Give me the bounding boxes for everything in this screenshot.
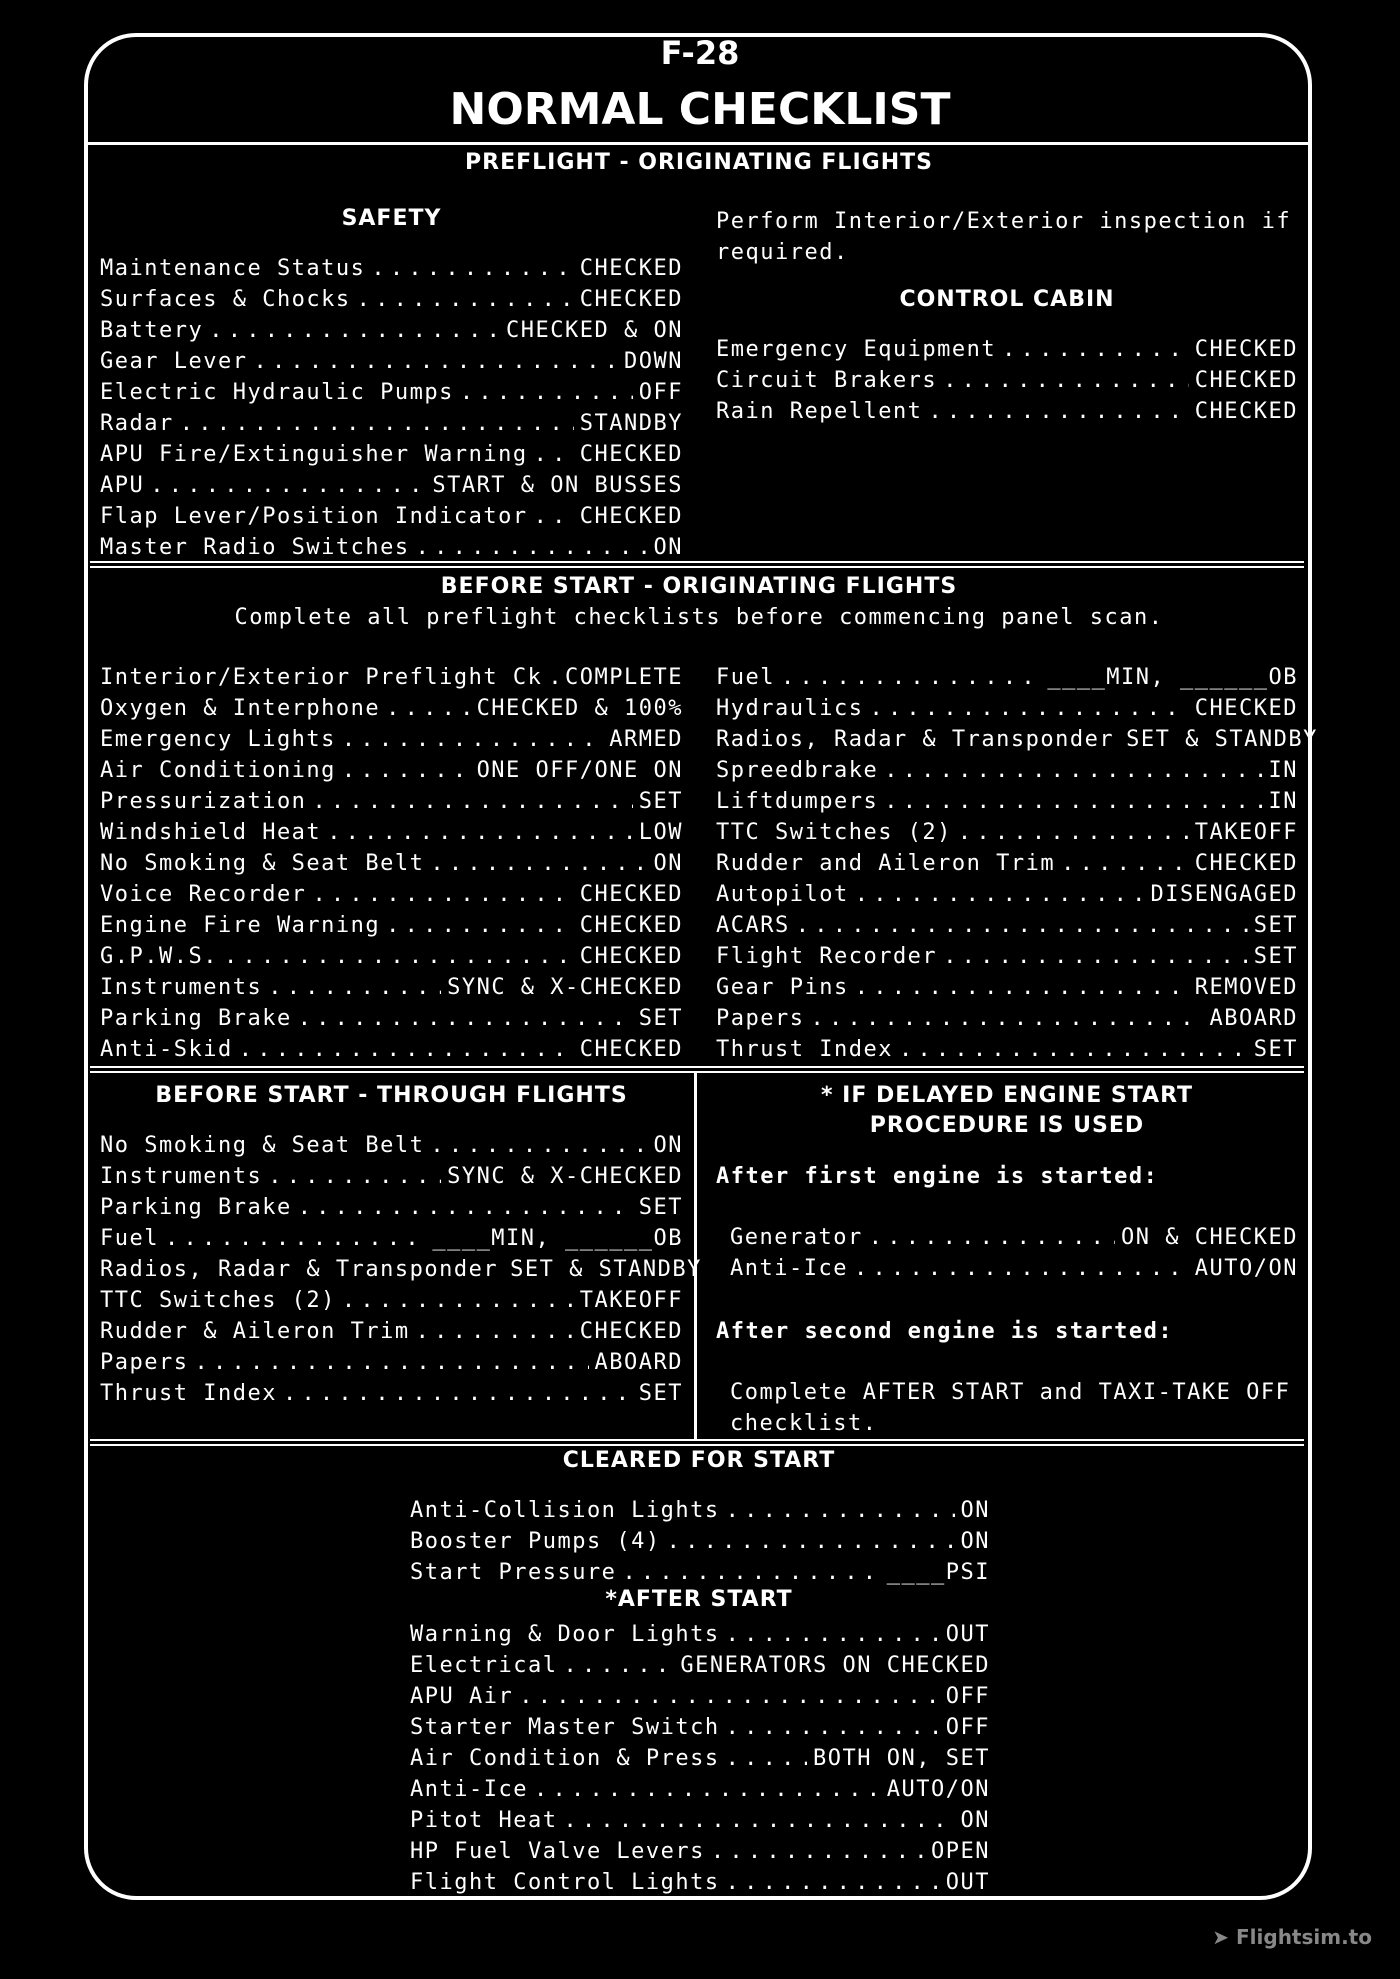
section-divider — [90, 561, 1304, 568]
after-start-list — [410, 1619, 990, 1898]
control-cabin-title: CONTROL CABIN — [899, 287, 1115, 312]
checklist-item-value: TAKEOFF — [579, 1288, 683, 1313]
leader-dots — [854, 1253, 1189, 1284]
checklist-item — [100, 439, 683, 470]
checklist-item-value: OPEN — [931, 1839, 990, 1864]
checklist-item-label: Radar — [100, 411, 174, 436]
leader-dots — [386, 693, 470, 724]
checklist-item-label: Rain Repellent — [716, 399, 923, 424]
checklist-item-value: REMOVED — [1194, 975, 1298, 1000]
checklist-item-label: Papers — [716, 1006, 805, 1031]
checklist-item-value: CHECKED — [1194, 368, 1298, 393]
checklist-item-value: SET — [1253, 944, 1298, 969]
checklist-item — [410, 1836, 990, 1867]
checklist-item-value: ARMED — [609, 727, 683, 752]
checklist-item-value: TAKEOFF — [1194, 820, 1298, 845]
checklist-item-label: Flight Recorder — [716, 944, 938, 969]
checklist-item-label: Thrust Index — [716, 1037, 893, 1062]
checklist-item-label: Fuel — [716, 665, 775, 690]
checklist-item — [730, 1222, 1298, 1253]
before-start-note: Complete all preflight checklists before commencing panel scan. — [234, 605, 1164, 630]
checklist-item — [716, 334, 1298, 365]
watermark: ➤ Flightsim.to — [1212, 1925, 1372, 1949]
page-title: NORMAL CHECKLIST — [449, 84, 951, 135]
checklist-item-value: BOTH ON, SET — [813, 1746, 990, 1771]
checklist-item-value: ____MIN, ______OB — [432, 1226, 683, 1251]
checklist-item-label: No Smoking & Seat Belt — [100, 851, 425, 876]
checklist-item-label: Anti-Skid — [100, 1037, 233, 1062]
checklist-item-value: CHECKED — [1194, 696, 1298, 721]
checklist-item-value: OFF — [945, 1715, 990, 1740]
checklist-item-value: ONE OFF/ONE ON — [476, 758, 683, 783]
checklist-item-value: CHECKED — [579, 913, 683, 938]
checklist-item — [716, 365, 1298, 396]
checklist-item-label: APU Air — [410, 1684, 514, 1709]
checklist-item-label: Gear Pins — [716, 975, 849, 1000]
checklist-item — [100, 315, 683, 346]
checklist-item — [410, 1681, 990, 1712]
checklist-item — [100, 1161, 683, 1192]
checklist-item-label: TTC Switches (2) — [716, 820, 952, 845]
checklist-item — [100, 532, 683, 563]
checklist-item-label: ACARS — [716, 913, 790, 938]
checklist-item-value: COMPLETE — [565, 665, 683, 690]
checklist-item — [716, 879, 1298, 910]
checklist-item-value: CHECKED & 100% — [476, 696, 683, 721]
checklist-item-label: Liftdumpers — [716, 789, 879, 814]
leader-dots — [416, 1316, 574, 1347]
leader-dots — [899, 1034, 1248, 1065]
checklist-item-value: DOWN — [624, 349, 683, 374]
checklist-item-label: Spreedbrake — [716, 758, 879, 783]
leader-dots — [855, 879, 1145, 910]
leader-dots — [943, 365, 1189, 396]
leader-dots — [239, 1034, 574, 1065]
checklist-item — [100, 501, 683, 532]
checklist-item — [100, 253, 683, 284]
leader-dots — [194, 1347, 588, 1378]
checklist-item — [410, 1557, 990, 1588]
checklist-item-value: START & ON BUSSES — [432, 473, 683, 498]
checklist-item-label: Anti-Ice — [410, 1777, 528, 1802]
checklist-item — [410, 1743, 990, 1774]
through-flights-list — [100, 1130, 702, 1409]
checklist-item-label: Battery — [100, 318, 204, 343]
watermark-text: Flightsim.to — [1236, 1925, 1372, 1949]
checklist-item — [100, 1223, 683, 1254]
checklist-item-label: Maintenance Status — [100, 256, 366, 281]
checklist-item — [716, 755, 1298, 786]
checklist-item — [716, 817, 1298, 848]
leader-dots — [534, 501, 574, 532]
checklist-item — [100, 470, 683, 501]
checklist-item-value: CHECKED — [1194, 337, 1298, 362]
checklist-item-value: OUT — [945, 1622, 990, 1647]
checklist-item-label: Surfaces & Chocks — [100, 287, 351, 312]
checklist-item-value: SET — [638, 1195, 683, 1220]
checklist-item-value: STANDBY — [579, 411, 683, 436]
leader-dots — [548, 662, 559, 693]
checklist-item-label: Radios, Radar & Transponder — [100, 1257, 499, 1282]
second-engine-note: Complete AFTER START and TAXI-TAKE OFF checklist. — [730, 1380, 1291, 1436]
leader-dots — [622, 1557, 880, 1588]
checklist-item-label: Electrical — [410, 1653, 558, 1678]
checklist-item — [100, 910, 683, 941]
checklist-item-label: Warning & Door Lights — [410, 1622, 720, 1647]
checklist-item — [100, 1316, 683, 1347]
checklist-item — [100, 817, 683, 848]
checklist-item-label: APU — [100, 473, 145, 498]
checklist-item — [410, 1805, 990, 1836]
checklist-item-label: Autopilot — [716, 882, 849, 907]
leader-dots — [430, 1130, 647, 1161]
leader-dots — [726, 1867, 940, 1898]
checklist-item-label: Anti-Ice — [730, 1256, 848, 1281]
checklist-item — [100, 1003, 683, 1034]
checklist-item — [716, 848, 1298, 879]
checklist-item — [100, 724, 683, 755]
checklist-item — [716, 910, 1298, 941]
checklist-item-label: Pitot Heat — [410, 1808, 558, 1833]
checklist-item-label: Hydraulics — [716, 696, 864, 721]
checklist-item-value: CHECKED — [579, 442, 683, 467]
leader-dots — [726, 1712, 940, 1743]
section-divider — [90, 1439, 1304, 1446]
checklist-item — [716, 693, 1298, 724]
checklist-item — [716, 786, 1298, 817]
checklist-item — [100, 346, 683, 377]
checklist-item — [100, 693, 683, 724]
checklist-item-value: SET — [1253, 1037, 1298, 1062]
before-start-title: BEFORE START - ORIGINATING FLIGHTS — [440, 574, 958, 599]
checklist-item-value: SET — [1253, 913, 1298, 938]
cleared-list — [410, 1495, 990, 1588]
leader-dots — [1061, 848, 1189, 879]
leader-dots — [869, 693, 1188, 724]
checklist-item-value: ON — [653, 851, 683, 876]
checklist-item-label: Radios, Radar & Transponder — [716, 727, 1115, 752]
checklist-item — [100, 408, 683, 439]
checklist-item-value: SYNC & X-CHECKED — [447, 1164, 683, 1189]
delayed-start-title-2: PROCEDURE IS USED — [869, 1113, 1145, 1138]
checklist-item-label: Flap Lever/Position Indicator — [100, 504, 528, 529]
checklist-item-label: Air Condition & Press — [410, 1746, 720, 1771]
checklist-item-label: Starter Master Switch — [410, 1715, 720, 1740]
checklist-item-value: GENERATORS ON CHECKED — [680, 1653, 990, 1678]
checklist-item-label: No Smoking & Seat Belt — [100, 1133, 425, 1158]
leader-dots — [958, 817, 1189, 848]
second-engine-heading: After second engine is started: — [716, 1319, 1174, 1344]
checklist-item-label: Parking Brake — [100, 1006, 292, 1031]
checklist-item — [100, 755, 683, 786]
checklist-item-value: SYNC & X-CHECKED — [447, 975, 683, 1000]
leader-dots — [253, 346, 618, 377]
checklist-item-value: AUTO/ON — [886, 1777, 990, 1802]
section-divider — [90, 1066, 1304, 1073]
checklist-item — [100, 786, 683, 817]
checklist-item — [410, 1650, 990, 1681]
checklist-item-value: OFF — [945, 1684, 990, 1709]
checklist-item-value: IN — [1268, 758, 1298, 783]
leader-dots — [726, 1743, 807, 1774]
checklist-item-value: LOW — [638, 820, 683, 845]
checklist-item — [410, 1774, 990, 1805]
checklist-item-value: CHECKED — [579, 256, 683, 281]
leader-dots — [1002, 334, 1189, 365]
checklist-item-label: Interior/Exterior Preflight Ck — [100, 665, 543, 690]
leader-dots — [298, 1192, 633, 1223]
checklist-item-label: Master Radio Switches — [100, 535, 410, 560]
checklist-item-label: Windshield Heat — [100, 820, 322, 845]
leader-dots — [312, 879, 573, 910]
checklist-item-label: Thrust Index — [100, 1381, 277, 1406]
leader-dots — [283, 1378, 633, 1409]
checklist-item-value: OFF — [638, 380, 683, 405]
leader-dots — [312, 786, 632, 817]
leader-dots — [796, 910, 1248, 941]
leader-dots — [224, 941, 574, 972]
leader-dots — [371, 253, 573, 284]
checklist-item-value: ON — [960, 1529, 990, 1554]
preflight-title: PREFLIGHT - ORIGINATING FLIGHTS — [465, 150, 933, 175]
checklist-item — [410, 1495, 990, 1526]
checklist-item — [716, 941, 1298, 972]
after-start-title: *AFTER START — [605, 1587, 793, 1612]
checklist-item-value: SET — [638, 1381, 683, 1406]
checklist-item-label: Flight Control Lights — [410, 1870, 720, 1895]
before-start-left-list — [100, 662, 683, 1065]
checklist-item-value: ON — [653, 535, 683, 560]
checklist-item-value: CHECKED — [579, 882, 683, 907]
checklist-item — [100, 1285, 683, 1316]
leader-dots — [268, 972, 441, 1003]
checklist-item-label: Rudder & Aileron Trim — [100, 1319, 410, 1344]
checklist-item — [100, 1034, 683, 1065]
leader-dots — [460, 377, 633, 408]
leader-dots — [943, 941, 1248, 972]
safety-list — [100, 253, 683, 563]
checklist-item — [100, 941, 683, 972]
checklist-item — [716, 972, 1298, 1003]
checklist-item — [100, 972, 683, 1003]
checklist-item — [730, 1253, 1298, 1284]
checklist-item-value: SET — [638, 789, 683, 814]
checklist-item — [100, 1192, 683, 1223]
leader-dots — [563, 1650, 674, 1681]
checklist-item-value: AUTO/ON — [1194, 1256, 1298, 1281]
checklist-item-value: DISENGAGED — [1150, 882, 1298, 907]
checklist-item — [410, 1712, 990, 1743]
leader-dots — [209, 315, 500, 346]
checklist-item-label: Papers — [100, 1350, 189, 1375]
checklist-item-label: Circuit Brakers — [716, 368, 938, 393]
checklist-item-label: Voice Recorder — [100, 882, 307, 907]
aircraft-title: F-28 — [660, 34, 740, 72]
leader-dots — [928, 396, 1188, 427]
through-flights-title: BEFORE START - THROUGH FLIGHTS — [155, 1083, 628, 1108]
safety-title: SAFETY — [341, 206, 442, 231]
checklist-item-value: CHECKED — [579, 1319, 683, 1344]
leader-dots — [416, 532, 648, 563]
delayed-start-title-1: * IF DELAYED ENGINE START — [820, 1083, 1194, 1108]
checklist-item-label: HP Fuel Valve Levers — [410, 1839, 705, 1864]
checklist-item-value: CHECKED — [579, 1037, 683, 1062]
checklist-item — [100, 879, 683, 910]
checklist-item — [100, 1130, 683, 1161]
checklist-item — [100, 848, 683, 879]
checklist-item-label: Rudder and Aileron Trim — [716, 851, 1056, 876]
leader-dots — [150, 470, 426, 501]
before-start-right-list — [716, 662, 1318, 1065]
cleared-title: CLEARED FOR START — [562, 1448, 836, 1473]
checklist-item — [716, 396, 1298, 427]
checklist-item-value: CHECKED — [579, 287, 683, 312]
checklist-item-label: Start Pressure — [410, 1560, 617, 1585]
checklist-item-value: CHECKED — [1194, 851, 1298, 876]
leader-dots — [165, 1223, 426, 1254]
leader-dots — [884, 786, 1262, 817]
checklist-item-value: CHECKED — [579, 944, 683, 969]
checklist-item-value: CHECKED & ON — [506, 318, 683, 343]
leader-dots — [357, 284, 574, 315]
checklist-item-value: IN — [1268, 789, 1298, 814]
checklist-item — [716, 662, 1298, 693]
inspection-note: Perform Interior/Exterior inspection if required. — [716, 209, 1292, 265]
checklist-item — [716, 1034, 1298, 1065]
checklist-item-label: Emergency Lights — [100, 727, 336, 752]
leader-dots — [519, 1681, 940, 1712]
checklist-item-label: Electric Hydraulic Pumps — [100, 380, 454, 405]
leader-dots — [327, 817, 633, 848]
leader-dots — [430, 848, 647, 879]
checklist-item — [100, 377, 683, 408]
checklist-item — [100, 1378, 683, 1409]
leader-dots — [884, 755, 1262, 786]
checklist-item-label: Engine Fire Warning — [100, 913, 381, 938]
checklist-item — [100, 1347, 683, 1378]
checklist-item-label: Oxygen & Interphone — [100, 696, 381, 721]
leader-dots — [726, 1495, 955, 1526]
leader-dots — [810, 1003, 1203, 1034]
leader-dots — [781, 662, 1041, 693]
checklist-item-value: ABOARD — [594, 1350, 683, 1375]
checklist-item-label: Pressurization — [100, 789, 307, 814]
leader-dots — [180, 408, 574, 439]
checklist-item-value: ON — [653, 1133, 683, 1158]
checklist-item-label: Emergency Equipment — [716, 337, 997, 362]
first-engine-list — [730, 1222, 1298, 1284]
leader-dots — [855, 972, 1189, 1003]
checklist-item-label: Parking Brake — [100, 1195, 292, 1220]
checklist-item — [410, 1619, 990, 1650]
leader-dots — [563, 1805, 954, 1836]
checklist-item-label: Air Conditioning — [100, 758, 336, 783]
checklist-item — [410, 1526, 990, 1557]
checklist-item-label: Instruments — [100, 975, 263, 1000]
checklist-item-value: SET & STANDBY — [1126, 727, 1318, 752]
checklist-item-label: Generator — [730, 1225, 863, 1250]
leader-dots — [386, 910, 574, 941]
checklist-item — [100, 1254, 702, 1285]
first-engine-heading: After first engine is started: — [716, 1164, 1159, 1189]
checklist-item-label: G.P.W.S. — [100, 944, 218, 969]
checklist-item-label: Fuel — [100, 1226, 159, 1251]
checklist-item-value: ____MIN, ______OB — [1047, 665, 1298, 690]
leader-dots — [726, 1619, 940, 1650]
checklist-item-value: SET — [638, 1006, 683, 1031]
checklist-item-value: OUT — [945, 1870, 990, 1895]
checklist-item-label: Anti-Collision Lights — [410, 1498, 720, 1523]
checklist-item-value: ON — [960, 1498, 990, 1523]
checklist-item-value: ABOARD — [1209, 1006, 1298, 1031]
leader-dots — [342, 1285, 574, 1316]
leader-dots — [534, 1774, 881, 1805]
leader-dots — [268, 1161, 441, 1192]
checklist-item-label: TTC Switches (2) — [100, 1288, 336, 1313]
header-divider — [86, 142, 1312, 145]
checklist-item-value: CHECKED — [579, 504, 683, 529]
leader-dots — [534, 439, 574, 470]
leader-dots — [869, 1222, 1115, 1253]
checklist-item — [410, 1867, 990, 1898]
checklist-item — [716, 724, 1318, 755]
leader-dots — [342, 755, 471, 786]
checklist-item — [716, 1003, 1298, 1034]
checklist-item-value: CHECKED — [1194, 399, 1298, 424]
leader-dots — [667, 1526, 955, 1557]
checklist-item — [100, 284, 683, 315]
checklist-item-value: SET & STANDBY — [510, 1257, 702, 1282]
checklist-item-label: APU Fire/Extinguisher Warning — [100, 442, 528, 467]
checklist-item-value: ON — [960, 1808, 990, 1833]
checklist-item-value: ON & CHECKED — [1121, 1225, 1298, 1250]
leader-dots — [342, 724, 603, 755]
checklist-item — [100, 662, 683, 693]
control-cabin-list — [716, 334, 1298, 427]
checklist-item-label: Gear Lever — [100, 349, 248, 374]
checklist-item-value: ____PSI — [886, 1560, 990, 1585]
checklist-item-label: Instruments — [100, 1164, 263, 1189]
leader-dots — [298, 1003, 633, 1034]
checklist-item-label: Booster Pumps (4) — [410, 1529, 661, 1554]
leader-dots — [711, 1836, 925, 1867]
